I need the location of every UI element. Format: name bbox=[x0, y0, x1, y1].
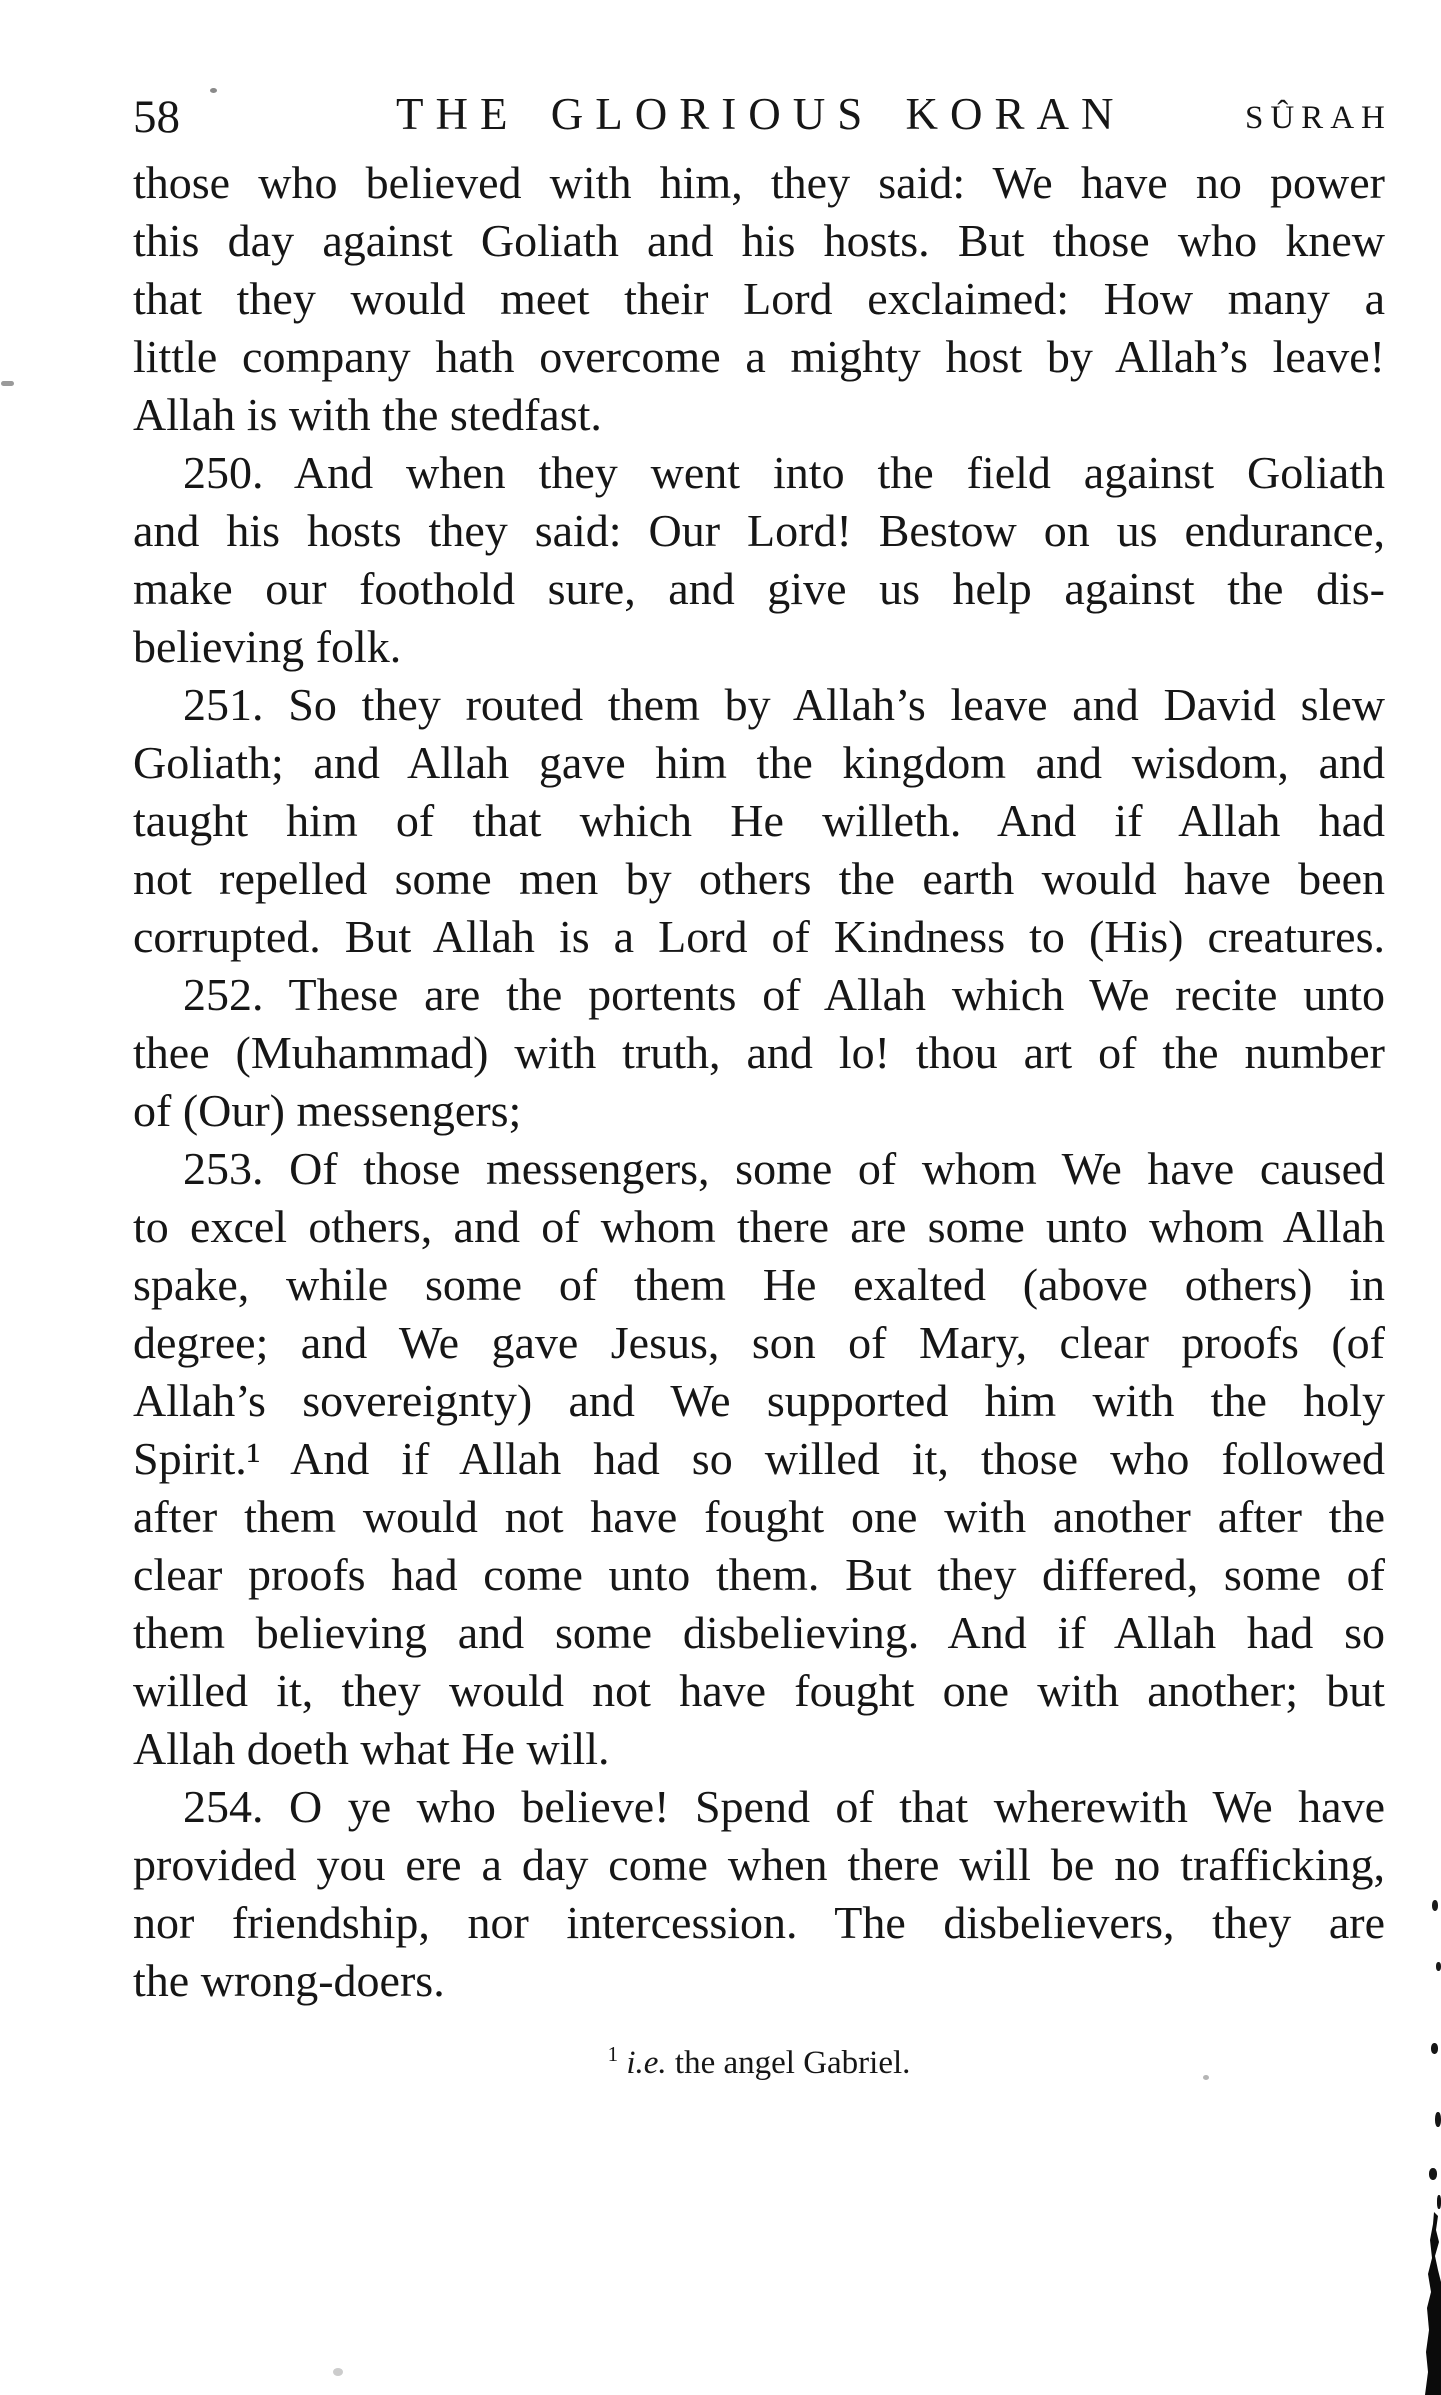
footnote-marker: 1 bbox=[607, 2042, 619, 2066]
running-title: THE GLORIOUS KORAN bbox=[396, 89, 1126, 139]
text-line: Spirit.¹ And if Allah had so willed it, those who followed bbox=[133, 1433, 1385, 1484]
text-line: Allah is with the stedfast. bbox=[133, 389, 602, 440]
text-line: 253. Of those messengers, some of whom We have caused bbox=[183, 1143, 1385, 1194]
text-line: 252. These are the portents of Allah which We recite unto bbox=[183, 969, 1385, 1020]
page-edge-ink-speck bbox=[1431, 2043, 1438, 2054]
page-edge-ink-artifact bbox=[1425, 2212, 1441, 2395]
page-edge-ink-speck bbox=[1437, 2195, 1441, 2209]
text-line: degree; and We gave Jesus, son of Mary, clear proofs (of bbox=[133, 1317, 1385, 1368]
text-line: 251. So they routed them by Allah’s leave and David slew bbox=[183, 679, 1385, 730]
text-line: to excel others, and of whom there are some unto whom Allah bbox=[133, 1201, 1385, 1252]
text-line: Goliath; and Allah gave him the kingdom and wisdom, and bbox=[133, 737, 1385, 788]
footnote-text: the angel Gabriel. bbox=[674, 2045, 911, 2081]
text-line: of (Our) messengers; bbox=[133, 1085, 522, 1136]
text-line: and his hosts they said: Our Lord! Bestow on us endurance, bbox=[133, 505, 1385, 556]
text-line: thee (Muhammad) with truth, and lo! thou art of the number bbox=[133, 1027, 1385, 1078]
footnote-abbreviation: i.e. bbox=[626, 2045, 667, 2081]
text-line: Allah doeth what He will. bbox=[133, 1723, 610, 1774]
scan-speck bbox=[333, 2368, 343, 2376]
page-number: 58 bbox=[133, 91, 180, 143]
text-line: 254. O ye who believe! Spend of that wherewith We have bbox=[183, 1781, 1385, 1832]
text-line: the wrong-doers. bbox=[133, 1955, 445, 2006]
page-edge-ink-speck bbox=[1435, 2112, 1441, 2127]
scan-speck bbox=[1, 381, 14, 386]
footnote bbox=[133, 2042, 1385, 2084]
running-folio: SÛRAH bbox=[1245, 100, 1392, 136]
text-line: nor friendship, nor intercession. The disbelievers, they are bbox=[133, 1897, 1385, 1948]
text-line: not repelled some men by others the earth would have been bbox=[133, 853, 1385, 904]
text-line: 250. And when they went into the field against Goliath bbox=[183, 447, 1385, 498]
text-line: this day against Goliath and his hosts. But those who knew bbox=[133, 215, 1385, 266]
text-line: that they would meet their Lord exclaimed: How many a bbox=[133, 273, 1385, 324]
text-line: make our foothold sure, and give us help against the dis- bbox=[133, 563, 1385, 614]
text-line: willed it, they would not have fought one with another; but bbox=[133, 1665, 1385, 1716]
text-line: clear proofs had come unto them. But they differed, some of bbox=[133, 1549, 1385, 1600]
text-line: corrupted. But Allah is a Lord of Kindness to (His) creatures. bbox=[133, 911, 1385, 962]
text-line: them believing and some disbelieving. And if Allah had so bbox=[133, 1607, 1385, 1658]
text-line: taught him of that which He willeth. And if Allah had bbox=[133, 795, 1385, 846]
body-text bbox=[133, 154, 1385, 2010]
scan-speck bbox=[210, 88, 217, 93]
text-line: Allah’s sovereignty) and We supported him with the holy bbox=[133, 1375, 1385, 1426]
text-line: believing folk. bbox=[133, 621, 402, 672]
page-edge-ink-speck bbox=[1436, 1962, 1441, 1971]
text-line: after them would not have fought one with another after the bbox=[133, 1491, 1385, 1542]
page-edge-ink-speck bbox=[1432, 1900, 1438, 1911]
text-line: little company hath overcome a mighty host by Allah’s leave! bbox=[133, 331, 1385, 382]
text-line: provided you ere a day come when there will be no trafficking, bbox=[133, 1839, 1385, 1890]
page-edge-ink-speck bbox=[1429, 2168, 1437, 2180]
text-line: those who believed with him, they said: We have no power bbox=[133, 157, 1385, 208]
text-line: spake, while some of them He exalted (above others) in bbox=[133, 1259, 1385, 1310]
